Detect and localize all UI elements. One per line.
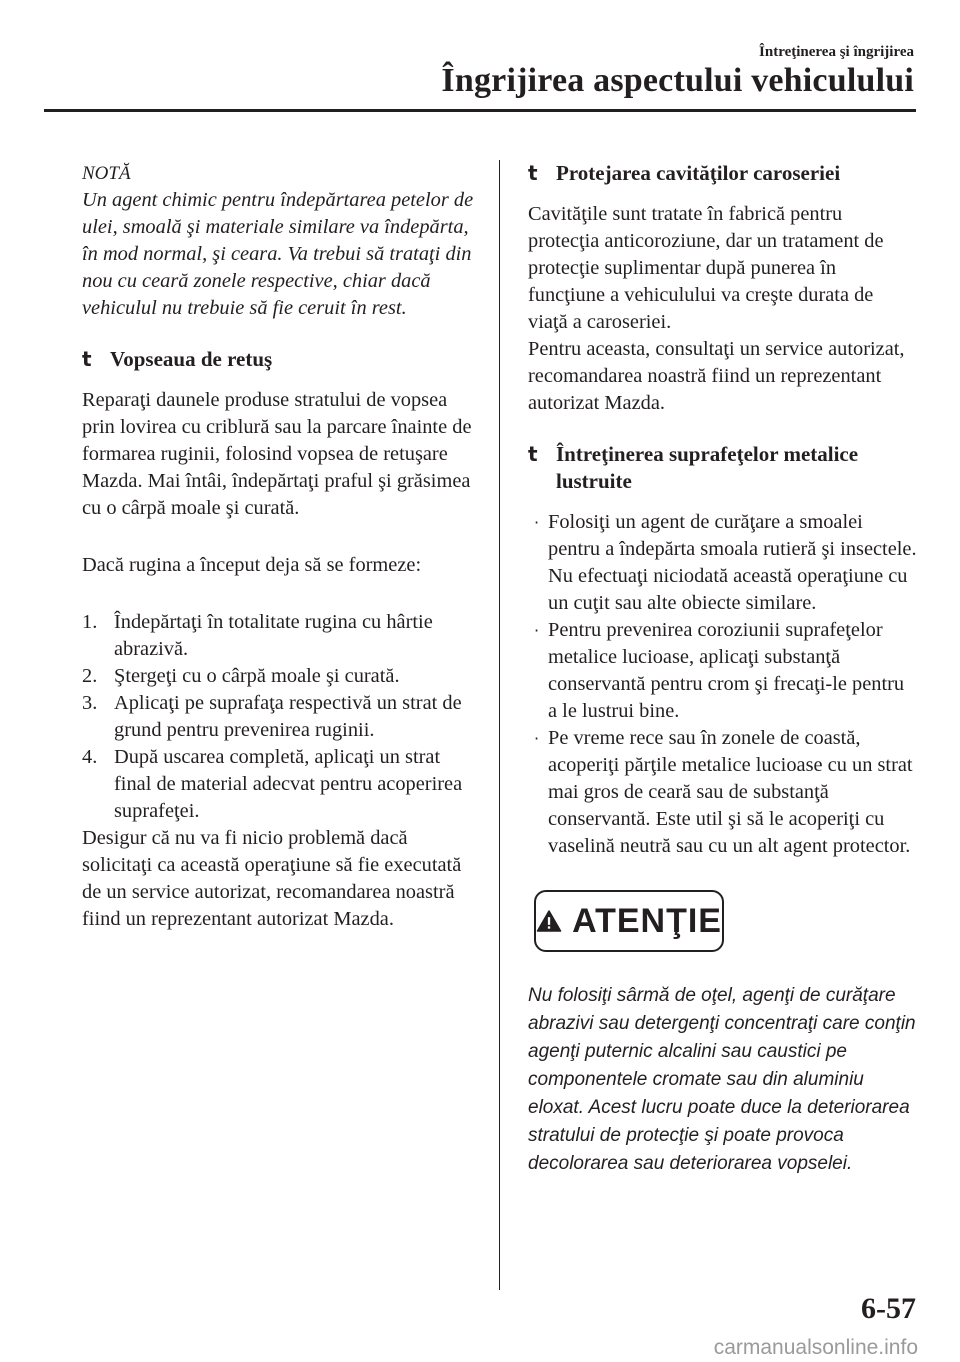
heading-polished-metal <box>528 441 918 495</box>
bullet-list <box>528 509 918 860</box>
paragraph: Pentru aceasta, consultaţi un service autorizat, recomandarea noastră fiind un reprezentant autorizat Mazda. <box>528 338 905 414</box>
heading-touch-up-paint <box>82 346 482 373</box>
page-title: Îngrijirea aspectului vehiculului <box>441 62 914 99</box>
paragraph: Cavităţile sunt tratate în fabrică pentru protecţia anticoroziune, dar un tratament de protecţie suplimentar după punerea în funcţiune a vehiculului va creşte durata de viaţă a caroseriei. <box>528 203 884 333</box>
step-number: 2. <box>82 665 98 687</box>
step-number: 4. <box>82 746 98 768</box>
caution-badge <box>534 890 724 952</box>
paragraph: Reparaţi daunele produse stratului de vopsea prin lovirea cu criblură sau la parcare înainte de formarea ruginii, folosind vopsea de retuşare Mazda. Mai întâi, îndepărtaţi praful şi grăsimea cu o cârpă moale şi curată. <box>82 389 472 519</box>
bullet-icon: · <box>534 729 540 748</box>
bullet-text: Pentru prevenirea coroziunii suprafeţelor metalice lucioase, aplicaţi substanţă conservantă pentru crom şi frecaţi-le pentru a le lustrui bine. <box>548 619 905 722</box>
bullet-text: Pe vreme rece sau în zonele de coastă, acoperiţi părţile metalice lucioase cu un strat mai gros de ceară sau de substanţă conservantă. Este util şi să le acoperiţi cu vaselină neutră sau cu un alt agent protector. <box>548 727 913 857</box>
bullet-icon: · <box>534 513 540 532</box>
watermark: carmanualsonline.info <box>713 1336 918 1359</box>
list-item <box>528 617 918 725</box>
page-number: 6-57 <box>861 1292 916 1325</box>
step-text: După uscarea completă, aplicaţi un strat final de material adecvat pentru acoperirea suprafeţei. <box>114 746 463 822</box>
step-text: Ştergeţi cu o cârpă moale şi curată. <box>114 665 400 687</box>
header-rule <box>44 109 916 112</box>
step-text: Îndepărtaţi în totalitate rugina cu hârtie abrazivă. <box>114 611 433 660</box>
list-item <box>82 744 482 825</box>
paragraph: Dacă rugina a început deja să se formeze: <box>82 554 422 576</box>
step-number: 1. <box>82 611 98 633</box>
header-section-label: Întreţinerea şi îngrijirea <box>759 44 914 60</box>
list-item <box>528 725 918 860</box>
list-item <box>82 609 482 663</box>
heading-text: Protejarea cavităţilor caroseriei <box>556 161 841 185</box>
section-marker-icon: t <box>528 442 538 466</box>
heading-text: Întreţinerea suprafeţelor metalice lustruite <box>556 442 859 493</box>
section-marker-icon: t <box>82 347 92 371</box>
section-marker-icon: t <box>528 161 538 185</box>
bullet-text: Folosiţi un agent de curăţare a smoalei pentru a îndepărta smoala rutieră şi insectele. Nu efectuaţi niciodată această operaţiune cu un cuţit sau alte obiecte similare. <box>548 511 917 614</box>
note-text: Un agent chimic pentru îndepărtarea petelor de ulei, smoală şi materiale similare va îndepărta, în mod normal, şi ceara. Va trebui să trataţi din nou cu ceară zonele respective, chiar dacă vehiculul nu trebuie să fie ceruit în rest. <box>82 189 474 319</box>
heading-cavity-protection <box>528 160 918 187</box>
left-column <box>82 160 482 933</box>
caution-text: Nu folosiţi sârmă de oţel, agenţi de curăţare abrazivi sau detergenţi concentraţi care conţin agenţi puternic alcalini sau caustici pe componentele cromate sau din aluminiu eloxat. Acest lucru poate duce la deteriorarea stratului de protecţie şi poate provoca decolorarea sau deteriorarea vopselei. <box>528 985 916 1174</box>
caution-label: ATENŢIE <box>572 901 722 940</box>
steps-list <box>82 609 482 825</box>
column-divider <box>499 160 500 1290</box>
list-item <box>528 509 918 617</box>
heading-text: Vopseaua de retuş <box>110 347 273 371</box>
note-label: NOTĂ <box>82 163 131 184</box>
paragraph: Desigur că nu va fi nicio problemă dacă solicitaţi ca această operaţiune să fie executată de un service autorizat, recomandarea noastră fiind un reprezentant autorizat Mazda. <box>82 827 462 930</box>
right-column <box>528 160 918 1178</box>
step-text: Aplicaţi pe suprafaţa respectivă un strat de grund pentru prevenirea ruginii. <box>114 692 462 741</box>
list-item <box>82 690 482 744</box>
bullet-icon: · <box>534 621 540 640</box>
list-item <box>82 663 482 690</box>
step-number: 3. <box>82 692 98 714</box>
warning-icon <box>536 906 562 936</box>
